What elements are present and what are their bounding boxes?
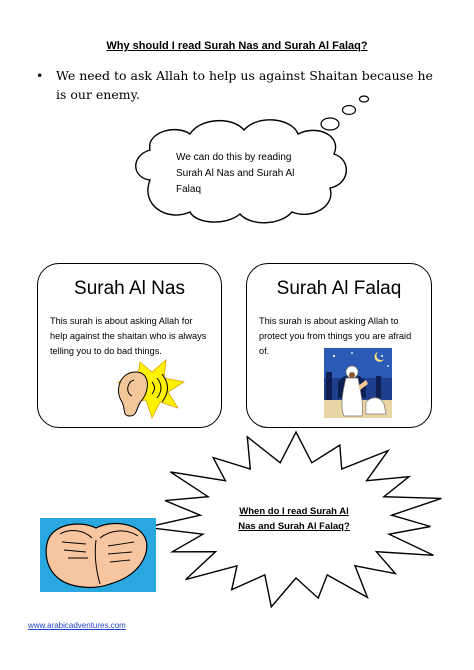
card-title: Surah Al Nas — [74, 278, 185, 299]
bullet-text: We need to ask Allah to help us against Shaitan because he is our enemy. — [56, 68, 433, 102]
thought-cloud-text: We can do this by reading Surah Al Nas and Surah Al Falaq — [176, 152, 295, 195]
bullet-dot: • — [36, 68, 44, 83]
starburst-question: When do I read Surah Al Nas and Surah Al Falaq? — [238, 506, 350, 532]
card-body: This surah is about asking Allah for help against the shaitan who is always telling you to do bad things. — [50, 316, 207, 356]
card-title: Surah Al Falaq — [276, 278, 402, 299]
page-title: Why should I read Surah Nas and Surah Al Falaq? — [106, 40, 368, 52]
card-body: This surah is about asking Allah to protect you from things you are afraid of. — [259, 316, 412, 356]
footer-website-link[interactable]: www.arabicadventures.com — [28, 621, 126, 630]
